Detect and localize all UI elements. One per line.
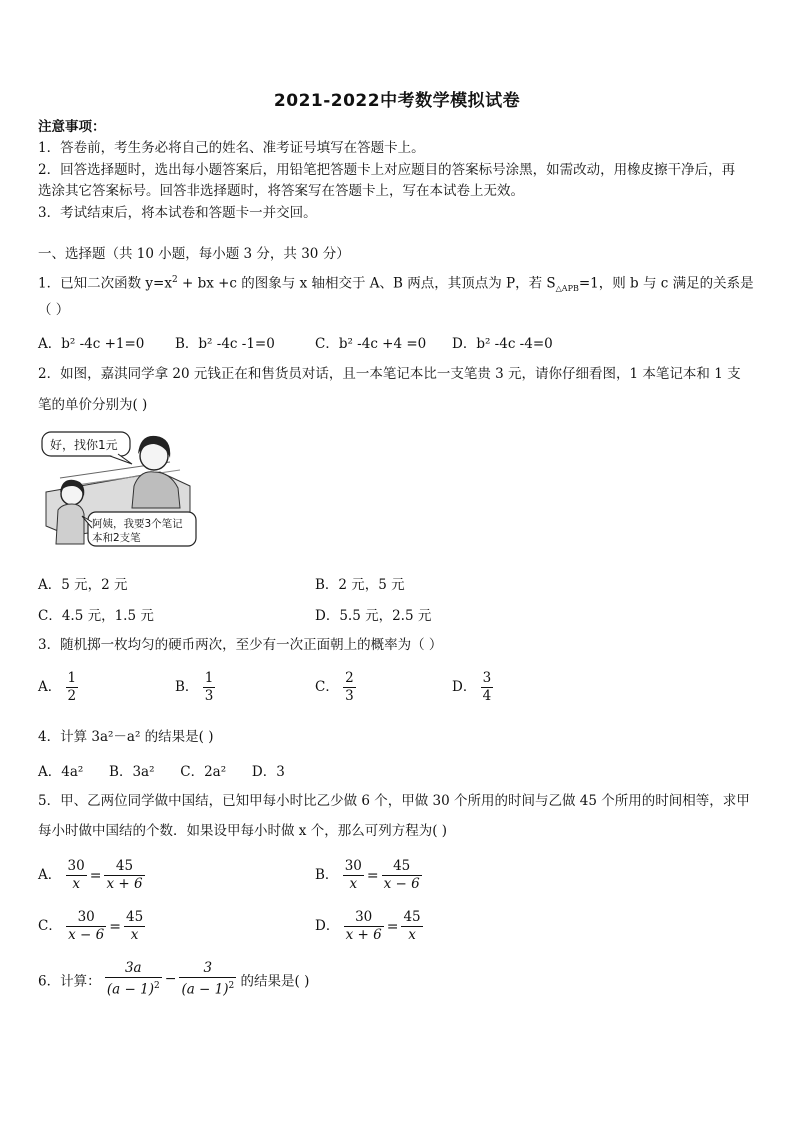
- q1-option-c: C．b² -4c +4 =0: [315, 336, 427, 352]
- q3-option-c: C． $\frac{2}{3}$: [315, 670, 354, 704]
- question-1-paren: （ ）: [38, 302, 70, 318]
- q3-option-d: D． $\frac{3}{4}$: [452, 670, 492, 704]
- question-3-text: 3．随机掷一枚均匀的硬币两次，至少有一次正面朝上的概率为（ ）: [38, 637, 443, 653]
- question-2-line1: 2．如图，嘉淇同学拿 20 元钱正在和售货员对话，且一本笔记本比一支笔贵 3 元，请你仔细看图，1 本笔记本和 1 支: [38, 366, 741, 382]
- q5-option-b: B． $\frac{30}{x}$ = $\frac{45}{x - 6}$: [315, 858, 420, 892]
- q5-option-c: C． $\frac{30}{x - 6}$ = $\frac{45}{x}$: [38, 909, 144, 943]
- section-heading: 一、选择题（共 10 小题，每小题 3 分，共 30 分）: [38, 246, 350, 262]
- q2-option-a: A．5 元，2 元: [38, 577, 128, 593]
- question-1-text: 1．已知二次函数 $y=x^2$ + bx +c 的图象与 x 轴相交于 A、B 两点，其顶点为 P，若 $S_{\triangle APB}=1$，则 b 与 c 满足的关系是: [38, 275, 754, 294]
- notice-heading: 注意事项：: [38, 119, 106, 135]
- bubble-bottom-text-2: 本和2支笔: [92, 532, 141, 544]
- question-6: 6．计算： $\frac{3a}{(a - 1)^2}$ − $\frac{3}{(a - 1)^2}$ 的结果是( ): [38, 960, 310, 998]
- q5-option-a: A． $\frac{30}{x}$ = $\frac{45}{x + 6}$: [38, 858, 143, 892]
- question-2-line2: 笔的单价分别为( ): [38, 397, 148, 413]
- q2-option-c: C．4.5 元，1.5 元: [38, 608, 154, 624]
- notice-item: 2．回答选择题时，选出每小题答案后，用铅笔把答题卡上对应题目的答案标号涂黑，如需改动，用橡皮擦干净后，再: [38, 162, 736, 178]
- bubble-bottom-text-1: 阿姨，我要3个笔记: [92, 518, 183, 530]
- bubble-top-text: 好，找你1元: [50, 438, 118, 452]
- q5-option-d: D． $\frac{30}{x + 6}$ = $\frac{45}{x}$: [315, 909, 421, 943]
- question-5-line2: 每小时做中国结的个数．如果设甲每小时做 x 个，那么可列方程为( ): [38, 823, 448, 839]
- page-title: 2021-2022中考数学模拟试卷: [273, 91, 521, 111]
- shop-dialogue-illustration: [40, 426, 198, 558]
- question-4-text: 4．计算 3a²－a² 的结果是( ): [38, 729, 214, 745]
- q3-option-b: B． $\frac{1}{3}$: [175, 670, 214, 704]
- q1-option-b: B．b² -4c -1=0: [175, 336, 275, 352]
- notice-item: 1．答卷前，考生务必将自己的姓名、准考证号填写在答题卡上。: [38, 140, 425, 156]
- q2-option-d: D．5.5 元，2.5 元: [315, 608, 432, 624]
- question-5-line1: 5．甲、乙两位同学做中国结，已知甲每小时比乙少做 6 个，甲做 30 个所用的时间与乙做 45 个所用的时间相等，求甲: [38, 793, 750, 809]
- q1-option-a: A．b² -4c +1=0: [38, 336, 145, 352]
- notice-item: 选涂其它答案标号。回答非选择题时，将答案写在答题卡上，写在本试卷上无效。: [38, 183, 524, 199]
- q4-options: A．4a² B．3a² C．2a² D．3: [38, 764, 285, 780]
- q3-option-a: A． $\frac{1}{2}$: [38, 670, 77, 704]
- q2-option-b: B．2 元，5 元: [315, 577, 405, 593]
- notice-item: 3．考试结束后，将本试卷和答题卡一并交回。: [38, 205, 317, 221]
- illustration-drawing: [40, 426, 198, 558]
- q1-option-d: D．b² -4c -4=0: [452, 336, 553, 352]
